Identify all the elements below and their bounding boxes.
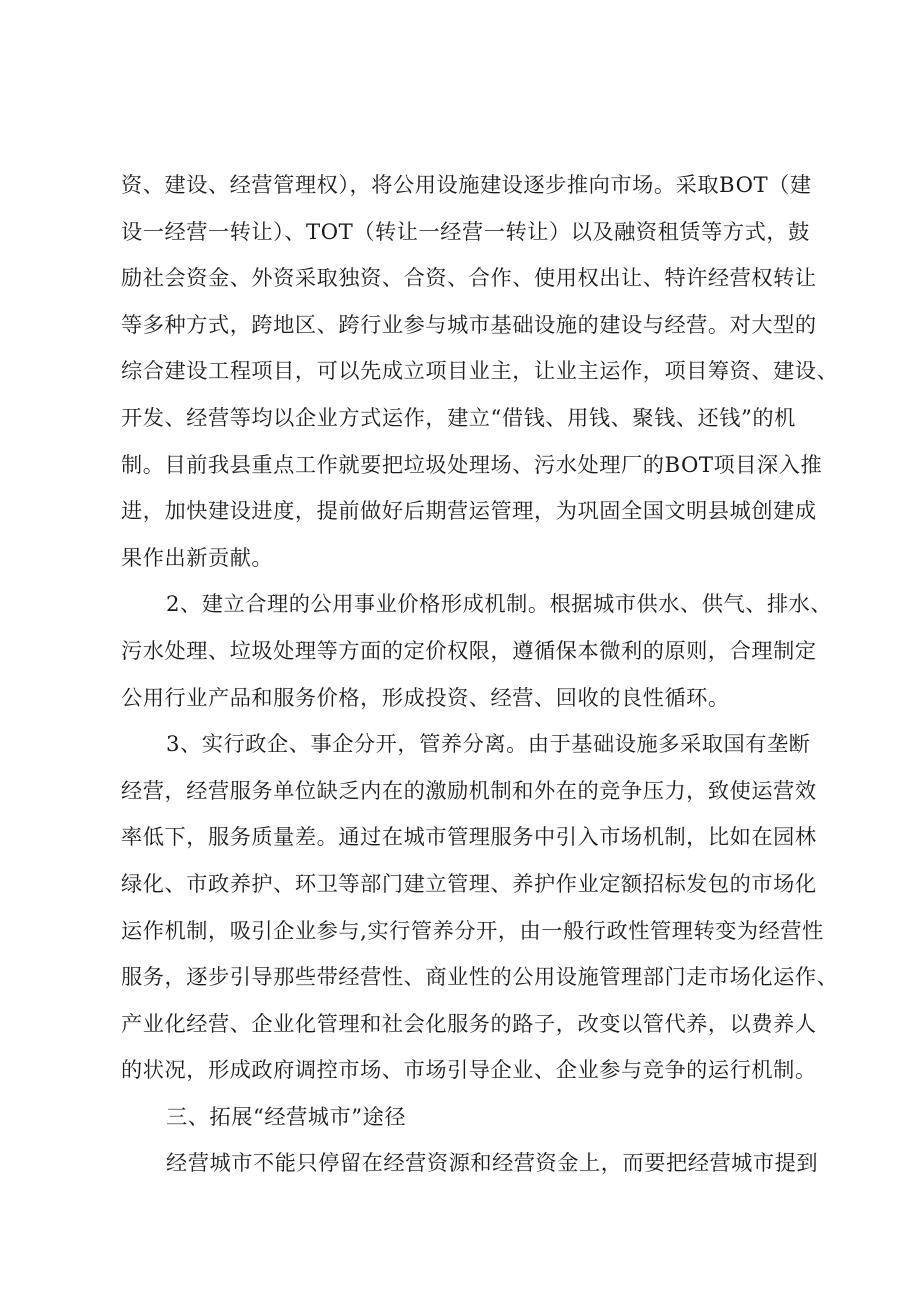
text-line: 公用行业产品和服务价格，形成投资、经营、回收的良性循环。 — [121, 684, 730, 710]
body-text — [121, 162, 839, 1187]
text-line: 设一经营一转让）、TOT（转让一经营一转让）以及融资租赁等方式，鼓 — [121, 218, 810, 244]
text-line: 资、建设、经营管理权），将公用设施建设逐步推向市场。采取BOT（建 — [121, 172, 812, 197]
text-line: 运作机制，吸引企业参与,实行管养分开，由一般行政性管理转变为经营性 — [121, 917, 824, 943]
text-line: 污水处理、垃圾处理等方面的定价权限，遵循保本微利的原则，合理制定 — [121, 637, 817, 663]
text-line: 开发、经营等均以企业方式运作，建立“借钱、用钱、聚钱、还钱”的机 — [121, 404, 796, 430]
text-line: 进，加快建设进度，提前做好后期营运管理，为巩固全国文明县城创建成 — [121, 498, 817, 524]
text-line: 制。目前我县重点工作就要把垃圾处理场、污水处理厂的BOT项目深入推 — [121, 451, 823, 477]
text-line: 率低下，服务质量差。通过在城市管理服务中引入市场机制，比如在园林 — [121, 824, 817, 850]
text-line: 励社会资金、外资采取独资、合资、合作、使用权出让、特许经营权转让 — [121, 265, 817, 291]
text-line: 的状况，形成政府调控市场、市场引导企业、企业参与竞争的运行机制。 — [121, 1057, 817, 1083]
text-line: 经营，经营服务单位缺乏内在的激励机制和外在的竞争压力，致使运营效 — [121, 777, 817, 803]
text-line: 产业化经营、企业化管理和社会化服务的路子，改变以管代养，以费养人 — [121, 1010, 817, 1036]
text-line: 三、拓展“经营城市”途径 — [166, 1103, 407, 1129]
text-line: 综合建设工程项目，可以先成立项目业主，让业主运作，项目筹资、建设、 — [121, 358, 839, 384]
text-line: 服务，逐步引导那些带经营性、商业性的公用设施管理部门走市场化运作、 — [121, 964, 839, 990]
text-line: 3、实行政企、事企分开，管养分离。由于基础设施多采取国有垄断 — [166, 731, 811, 757]
text-line: 2、建立合理的公用事业价格形成机制。根据城市供水、供气、排水、 — [166, 591, 833, 617]
text-line: 果作出新贡献。 — [121, 544, 274, 570]
text-line: 绿化、市政养护、环卫等部门建立管理、养护作业定额招标发包的市场化 — [121, 870, 817, 896]
text-line: 经营城市不能只停留在经营资源和经营资金上，而要把经营城市提到 — [166, 1150, 819, 1176]
text-line: 等多种方式，跨地区、跨行业参与城市基础设施的建设与经营。对大型的 — [121, 311, 817, 337]
